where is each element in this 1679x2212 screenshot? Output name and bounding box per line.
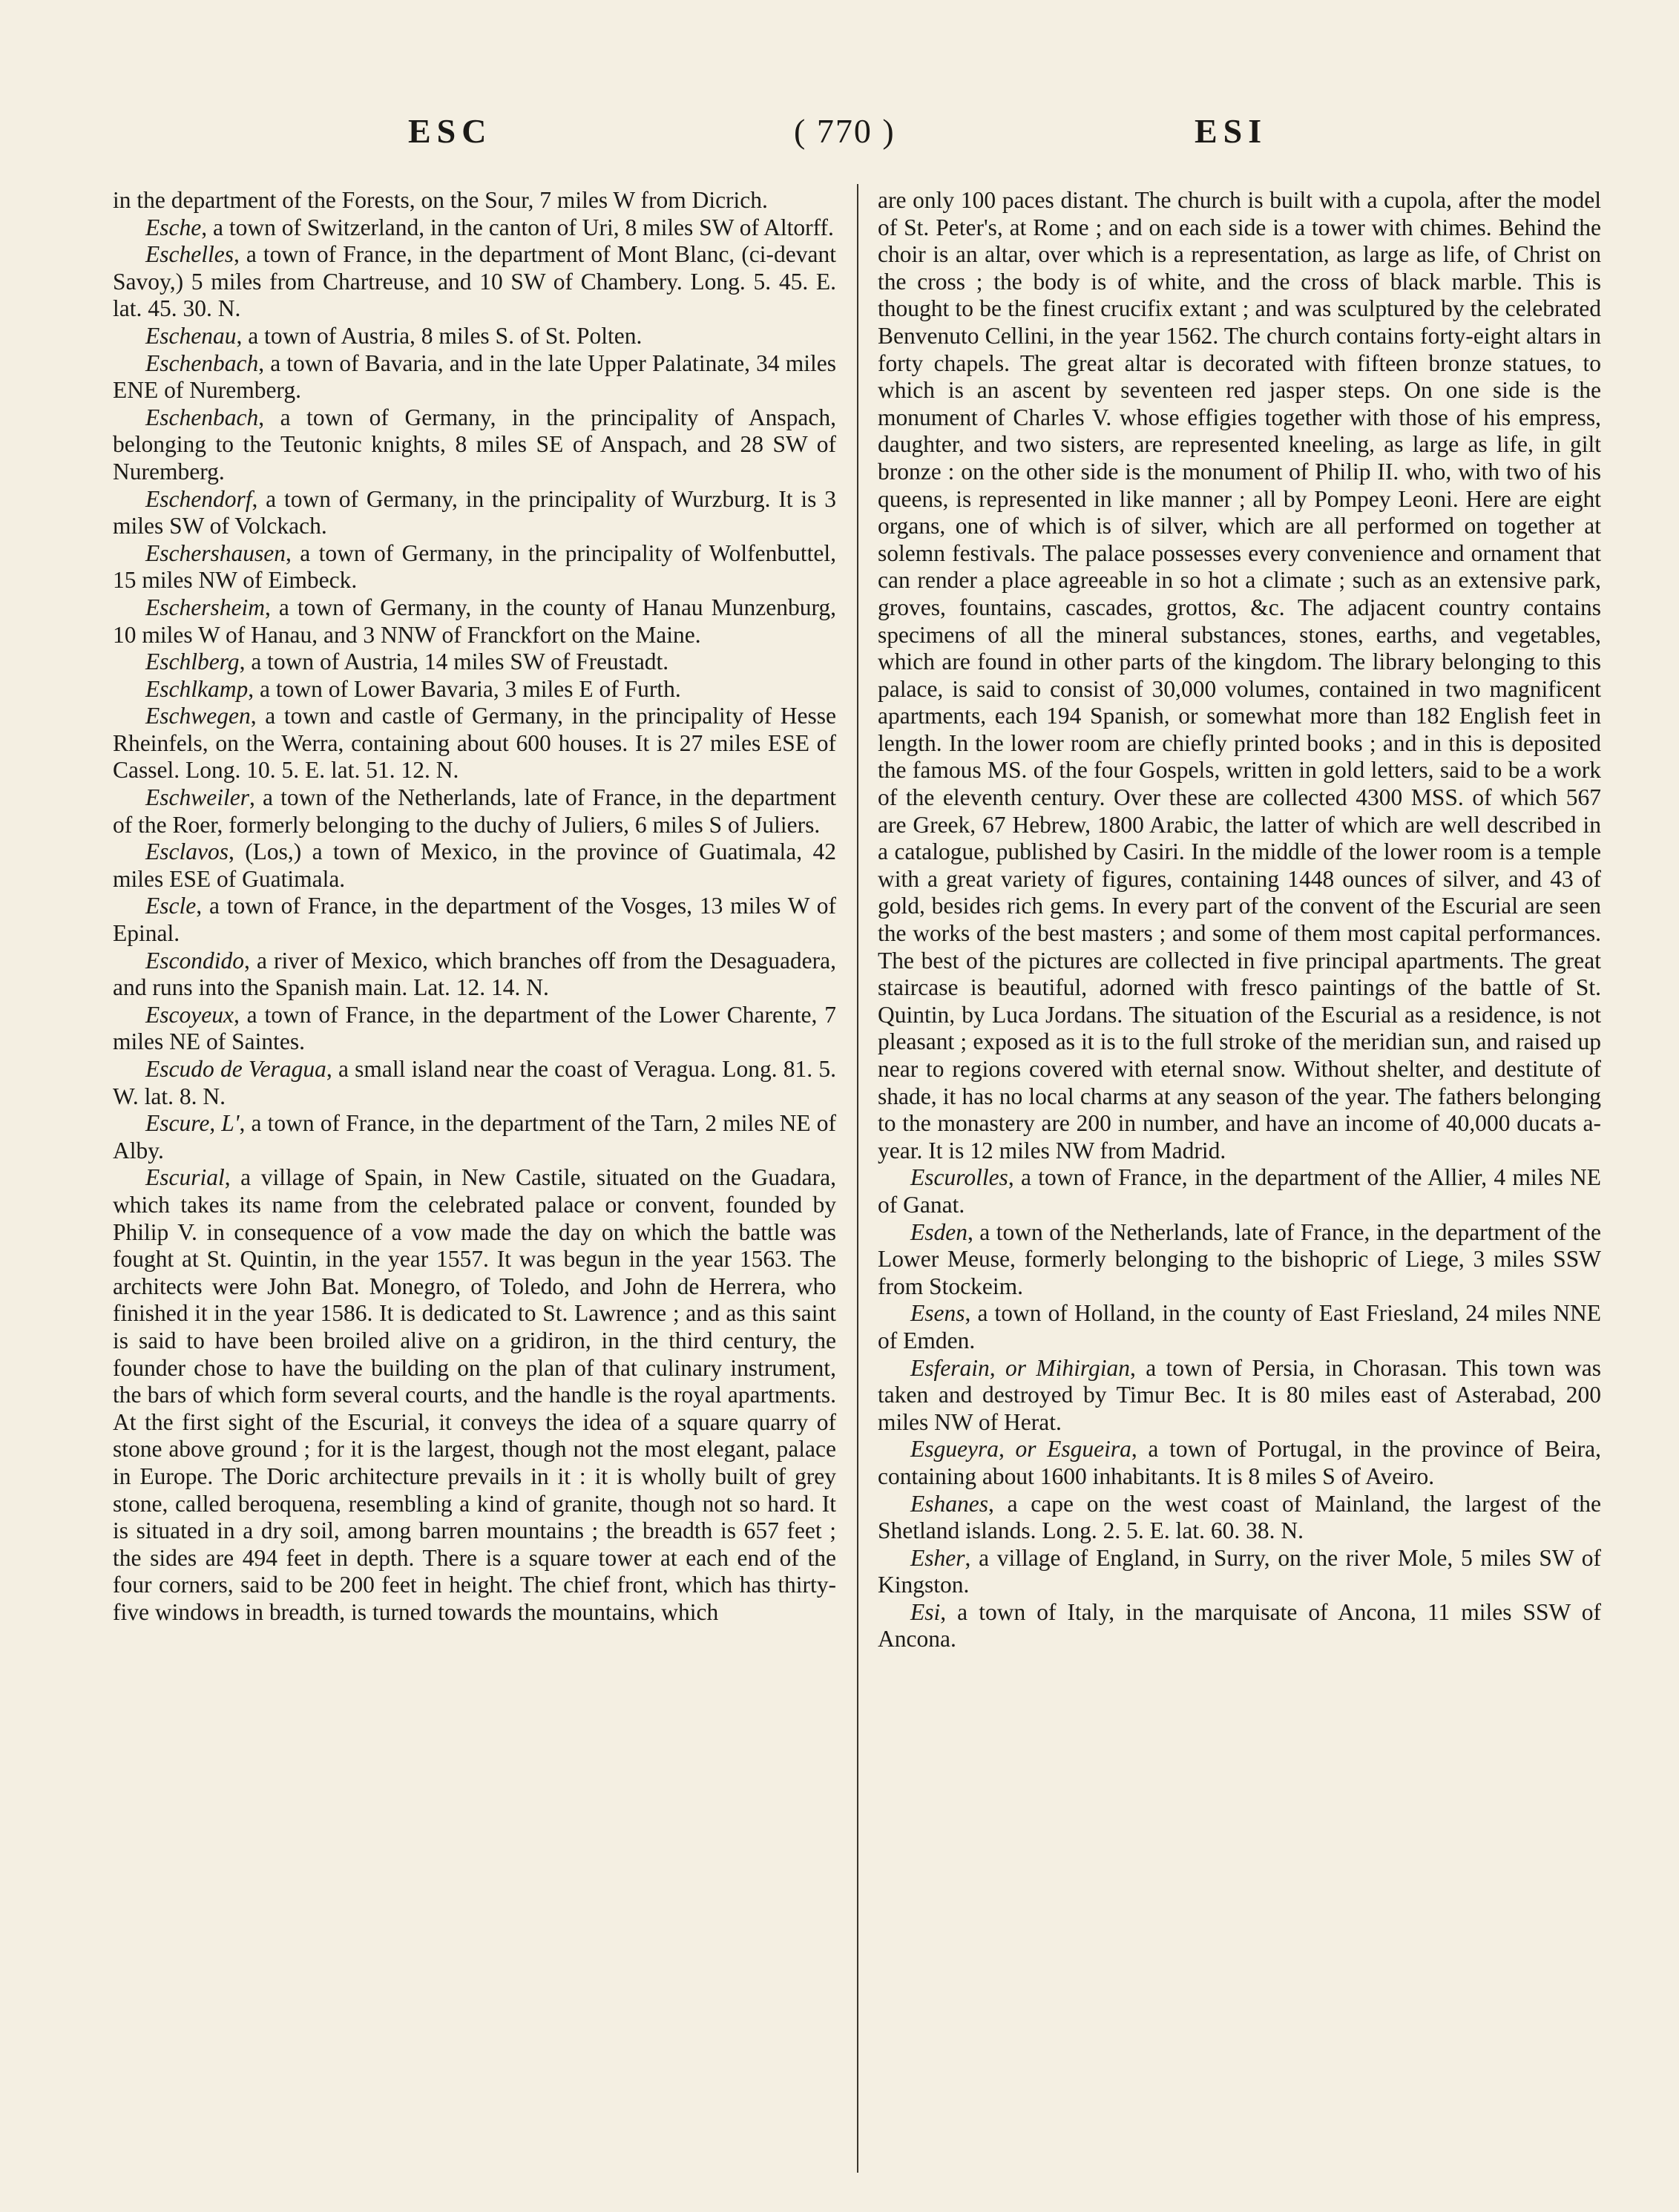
entry-name: Eschershausen (145, 539, 286, 566)
entry-name: Eschlkamp (145, 675, 249, 702)
right-column (878, 187, 1601, 1653)
entry-text: , a river of Mexico, which branches off from the Desaguadera, and runs into the Spanish main. Lat. 12. 14. N. (113, 947, 836, 1001)
gazetteer-entry (878, 1599, 1601, 1653)
running-header (111, 111, 1595, 171)
gazetteer-entry (113, 594, 836, 649)
entry-text: , a town of France, in the department of the Lower Charente, 7 miles NE of Saintes. (113, 1001, 836, 1055)
entry-text: , a town of Italy, in the marquisate of Ancona, 11 miles SSW of Ancona. (878, 1598, 1601, 1653)
entry-text: , a town of the Netherlands, late of France, in the department of the Roer, formerly belonging to the duchy of Juliers, 6 miles S of Juliers. (113, 784, 836, 838)
entry-name: Escurolles (910, 1164, 1008, 1191)
entry-text: , a town of Germany, in the principality of Anspach, belonging to the Teutonic knights, 8 miles SE of Anspach, and 28 SW of Nuremberg. (113, 404, 836, 485)
gazetteer-entry (113, 649, 836, 676)
entry-name: Eshanes (910, 1490, 988, 1517)
entry-name: Esgueyra, or Esgueira (910, 1436, 1131, 1463)
gazetteer-entry (113, 187, 836, 214)
header-left-guide-word: ESC (408, 112, 493, 150)
gazetteer-entry (113, 540, 836, 594)
entry-name: Escle (145, 893, 197, 919)
entry-text: , a town of Holland, in the county of East Friesland, 24 miles NNE of Emden. (878, 1300, 1601, 1353)
column-divider (857, 184, 858, 2173)
gazetteer-entry (113, 703, 836, 784)
gazetteer-entry (878, 187, 1601, 1164)
entry-name: Eschenau (145, 322, 237, 349)
entry-text: , a town of Germany, in the principality of Wolfenbuttel, 15 miles NW of Eimbeck. (113, 539, 836, 594)
entry-text: , a village of England, in Surry, on the river Mole, 5 miles SW of Kingston. (878, 1544, 1601, 1598)
entry-name: Escondido (145, 947, 244, 974)
gazetteer-entry (113, 893, 836, 947)
gazetteer-entry (113, 1164, 836, 1626)
entry-text: , a town of France, in the department of the Vosges, 13 miles W of Epinal. (113, 893, 836, 947)
gazetteer-entry (113, 676, 836, 703)
gazetteer-entry (878, 1545, 1601, 1599)
entry-name: Esche (145, 214, 202, 240)
entry-text: , a town of Bavaria, and in the late Upper Palatinate, 34 miles ENE of Nuremberg. (113, 349, 836, 404)
entry-name: Esi (910, 1598, 941, 1625)
entry-name: Escudo de Veragua (145, 1056, 326, 1082)
entry-text: , (Los,) a town of Mexico, in the province of Guatimala, 42 miles ESE of Guatimala. (113, 838, 836, 892)
entry-name: Eschersheim (145, 594, 265, 620)
gazetteer-entry (113, 241, 836, 323)
gazetteer-entry (113, 1056, 836, 1110)
gazetteer-entry (113, 838, 836, 893)
entry-name: Esclavos (145, 838, 229, 865)
gazetteer-entry (113, 784, 836, 838)
entry-name: Eschwegen (145, 703, 251, 729)
entry-name: Escoyeux (145, 1001, 234, 1028)
entry-text: , a town of Germany, in the principality of Wurzburg. It is 3 miles SW of Volckach. (113, 485, 836, 539)
gazetteer-entry (878, 1436, 1601, 1490)
header-right-guide-word: ESI (1195, 112, 1268, 150)
entry-name: Esferain, or Mihirgian (910, 1354, 1130, 1381)
entry-name: Esher (910, 1544, 965, 1571)
entry-name: Eschelles (145, 241, 234, 268)
entry-text: , a small island near the coast of Veragua. Long. 81. 5. W. lat. 8. N. (113, 1056, 837, 1109)
entry-text: , a cape on the west coast of Mainland, the largest of the Shetland islands. Long. 2. 5. E. lat. 60. 38. N. (878, 1490, 1601, 1544)
entry-text: , a town of Austria, 14 miles SW of Freustadt. (239, 649, 669, 675)
gazetteer-entry (113, 214, 836, 242)
entry-name: Eschlberg (145, 649, 240, 675)
entry-text: , a village of Spain, in New Castile, situated on the Guadara, which takes its name from the celebrated palace or convent, founded by Philip V. in consequence of a vow made the day on which the battle was fought at St. Quintin, in the year 1557. It was begun in the year 1563. The architects were John Bat. Monegro, of Toledo, and John de Herrera, who finished it in the year 1586. It is dedicated to St. Lawrence ; and as this saint is said to have been broiled alive on a gridiron, in the third century, the founder chose to have the building on the plan of that culinary instrument, the bars of which form several courts, and the handle is the royal apartments. At the first sight of the Escurial, it conveys the idea of a square quarry of stone above ground ; for it is the largest, though not the most elegant, palace in Europe. The Doric architecture prevails in it : it is wholly built of grey stone, called beroquena, resembling a kind of granite, though not so hard. It is situated in a dry soil, among barren mountains ; the breadth is 657 feet ; the sides are 494 feet in depth. There is a square tower at each end of the four corners, said to be 200 feet in height. The chief front, which has thirty-five windows in breadth, is turned towards the mountains, which (113, 1164, 836, 1625)
entry-name: Esden (910, 1218, 967, 1245)
entry-text: , a town and castle of Germany, in the principality of Hesse Rheinfels, on the Werra, containing about 600 houses. It is 27 miles ESE of Cassel. Long. 10. 5. E. lat. 51. 12. N. (113, 703, 836, 784)
entry-text: , a town of Switzerland, in the canton of Uri, 8 miles SW of Altorff. (201, 214, 834, 240)
entry-text: , a town of France, in the department of Mont Blanc, (ci-devant Savoy,) 5 miles from Chartreuse, and 10 SW of Chambery. Long. 5. 45. E. lat. 45. 30. N. (113, 241, 836, 322)
entry-name: Eschweiler (145, 784, 249, 811)
gazetteer-entry (878, 1491, 1601, 1545)
entry-name: Eschenbach (145, 349, 259, 376)
page-number: ( 770 ) (794, 112, 896, 150)
gazetteer-entry (113, 948, 836, 1002)
entry-text: , a town of Austria, 8 miles S. of St. Polten. (236, 322, 643, 349)
gazetteer-entry (113, 1110, 836, 1164)
entry-name: Escure, L' (145, 1110, 240, 1137)
gazetteer-entry (878, 1164, 1601, 1218)
gazetteer-entry (878, 1300, 1601, 1354)
gazetteer-entry (113, 323, 836, 350)
entry-name: Escurial (145, 1164, 225, 1191)
gazetteer-entry (113, 486, 836, 540)
gazetteer-entry (113, 1002, 836, 1056)
entry-text: are only 100 paces distant. The church is built with a cupola, after the model of St. Peter's, at Rome ; and on each side is a tower with chimes. Behind the choir is an altar, over which is a representation, as large as life, of Christ on the cross ; the body is of white, and the cross of black marble. This is thought to be the finest crucifix extant ; and was sculptured by the celebrated Benvenuto Cellini, in the year 1562. The church contains forty-eight altars in forty chapels. The great altar is decorated with fifteen bronze statues, to which is an ascent by seventeen red jasper steps. On one side is the monument of Charles V. whose effigies together with those of his empress, daughter, and two sisters, are represented kneeling, as large as life, in gilt bronze : on the other side is the monument of Philip II. who, with two of his queens, is represented in like manner ; all by Pompey Leoni. Here are eight organs, one of which is of silver, which are all performed on together at solemn festivals. The palace possesses every convenience and ornament that can render a place agreeable in so hot a climate ; such as an extensive park, groves, fountains, cascades, grottos, &c. The adjacent country contains specimens of all the mineral substances, stones, earths, and vegetables, which are found in other parts of the kingdom. The library belonging to this palace, is said to consist of 30,000 volumes, contained in two magnificent apartments, each 194 Spanish, or somewhat more than 182 English feet in length. In the lower room are chiefly printed books ; and in this is deposited the famous MS. of the four Gospels, written in gold letters, said to be a work of the eleventh century. Over these are collected 4300 MSS. of which 567 are Greek, 67 Hebrew, 1800 Arabic, the latter of which are well described in a catalogue, published by Casiri. In the middle of the lower room is a temple with a great variety of figures, containing 1448 ounces of silver, and 43 of gold, besides rich gems. In every part of the convent of the Escurial are seen the works of the best masters ; and some of them most capital performances. The best of the pictures are collected in five principal apartments. The great staircase is beautiful, adorned with fresco paintings of the battle of St. Quintin, by Luca Jordans. The situation of the Escurial as a residence, is not pleasant ; exposed as it is to the full stroke of the meridian sun, and raised up near to regions covered with eternal snow. Without shelter, and destitute of shade, it has no local charms at any season of the year. The fathers belonging to the monastery are 200 in number, and have an income of 40,000 ducats a-year. It is 12 miles NW from Madrid. (878, 187, 1601, 1164)
entry-text: , a town of Persia, in Chorasan. This town was taken and destroyed by Timur Bec. It is 80 miles east of Asterabad, 200 miles NW of Herat. (878, 1354, 1601, 1435)
entry-text: , a town of Germany, in the county of Hanau Munzenburg, 10 miles W of Hanau, and 3 NNW of Franckfort on the Maine. (113, 594, 836, 648)
entry-name: Eschenbach (145, 404, 259, 430)
entry-text: , a town of Portugal, in the province of Beira, containing about 1600 inhabitants. It is 8 miles S of Aveiro. (878, 1436, 1601, 1489)
gazetteer-entry (113, 350, 836, 404)
left-column (113, 187, 836, 1626)
entry-name: Eschendorf (145, 485, 252, 512)
gazetteer-entry (113, 404, 836, 486)
entry-text: , a town of Lower Bavaria, 3 miles E of Furth. (248, 675, 681, 702)
entry-name: Esens (910, 1300, 965, 1327)
entry-text: in the department of the Forests, on the Sour, 7 miles W from Dicrich. (113, 187, 768, 213)
entry-text: , a town of France, in the department of the Tarn, 2 miles NE of Alby. (113, 1110, 836, 1164)
gazetteer-entry (878, 1355, 1601, 1437)
entry-text: , a town of France, in the department of the Allier, 4 miles NE of Ganat. (878, 1164, 1601, 1218)
gazetteer-entry (878, 1219, 1601, 1301)
entry-text: , a town of the Netherlands, late of France, in the department of the Lower Meuse, formerly belonging to the bishopric of Liege, 3 miles SSW from Stockeim. (878, 1218, 1601, 1299)
